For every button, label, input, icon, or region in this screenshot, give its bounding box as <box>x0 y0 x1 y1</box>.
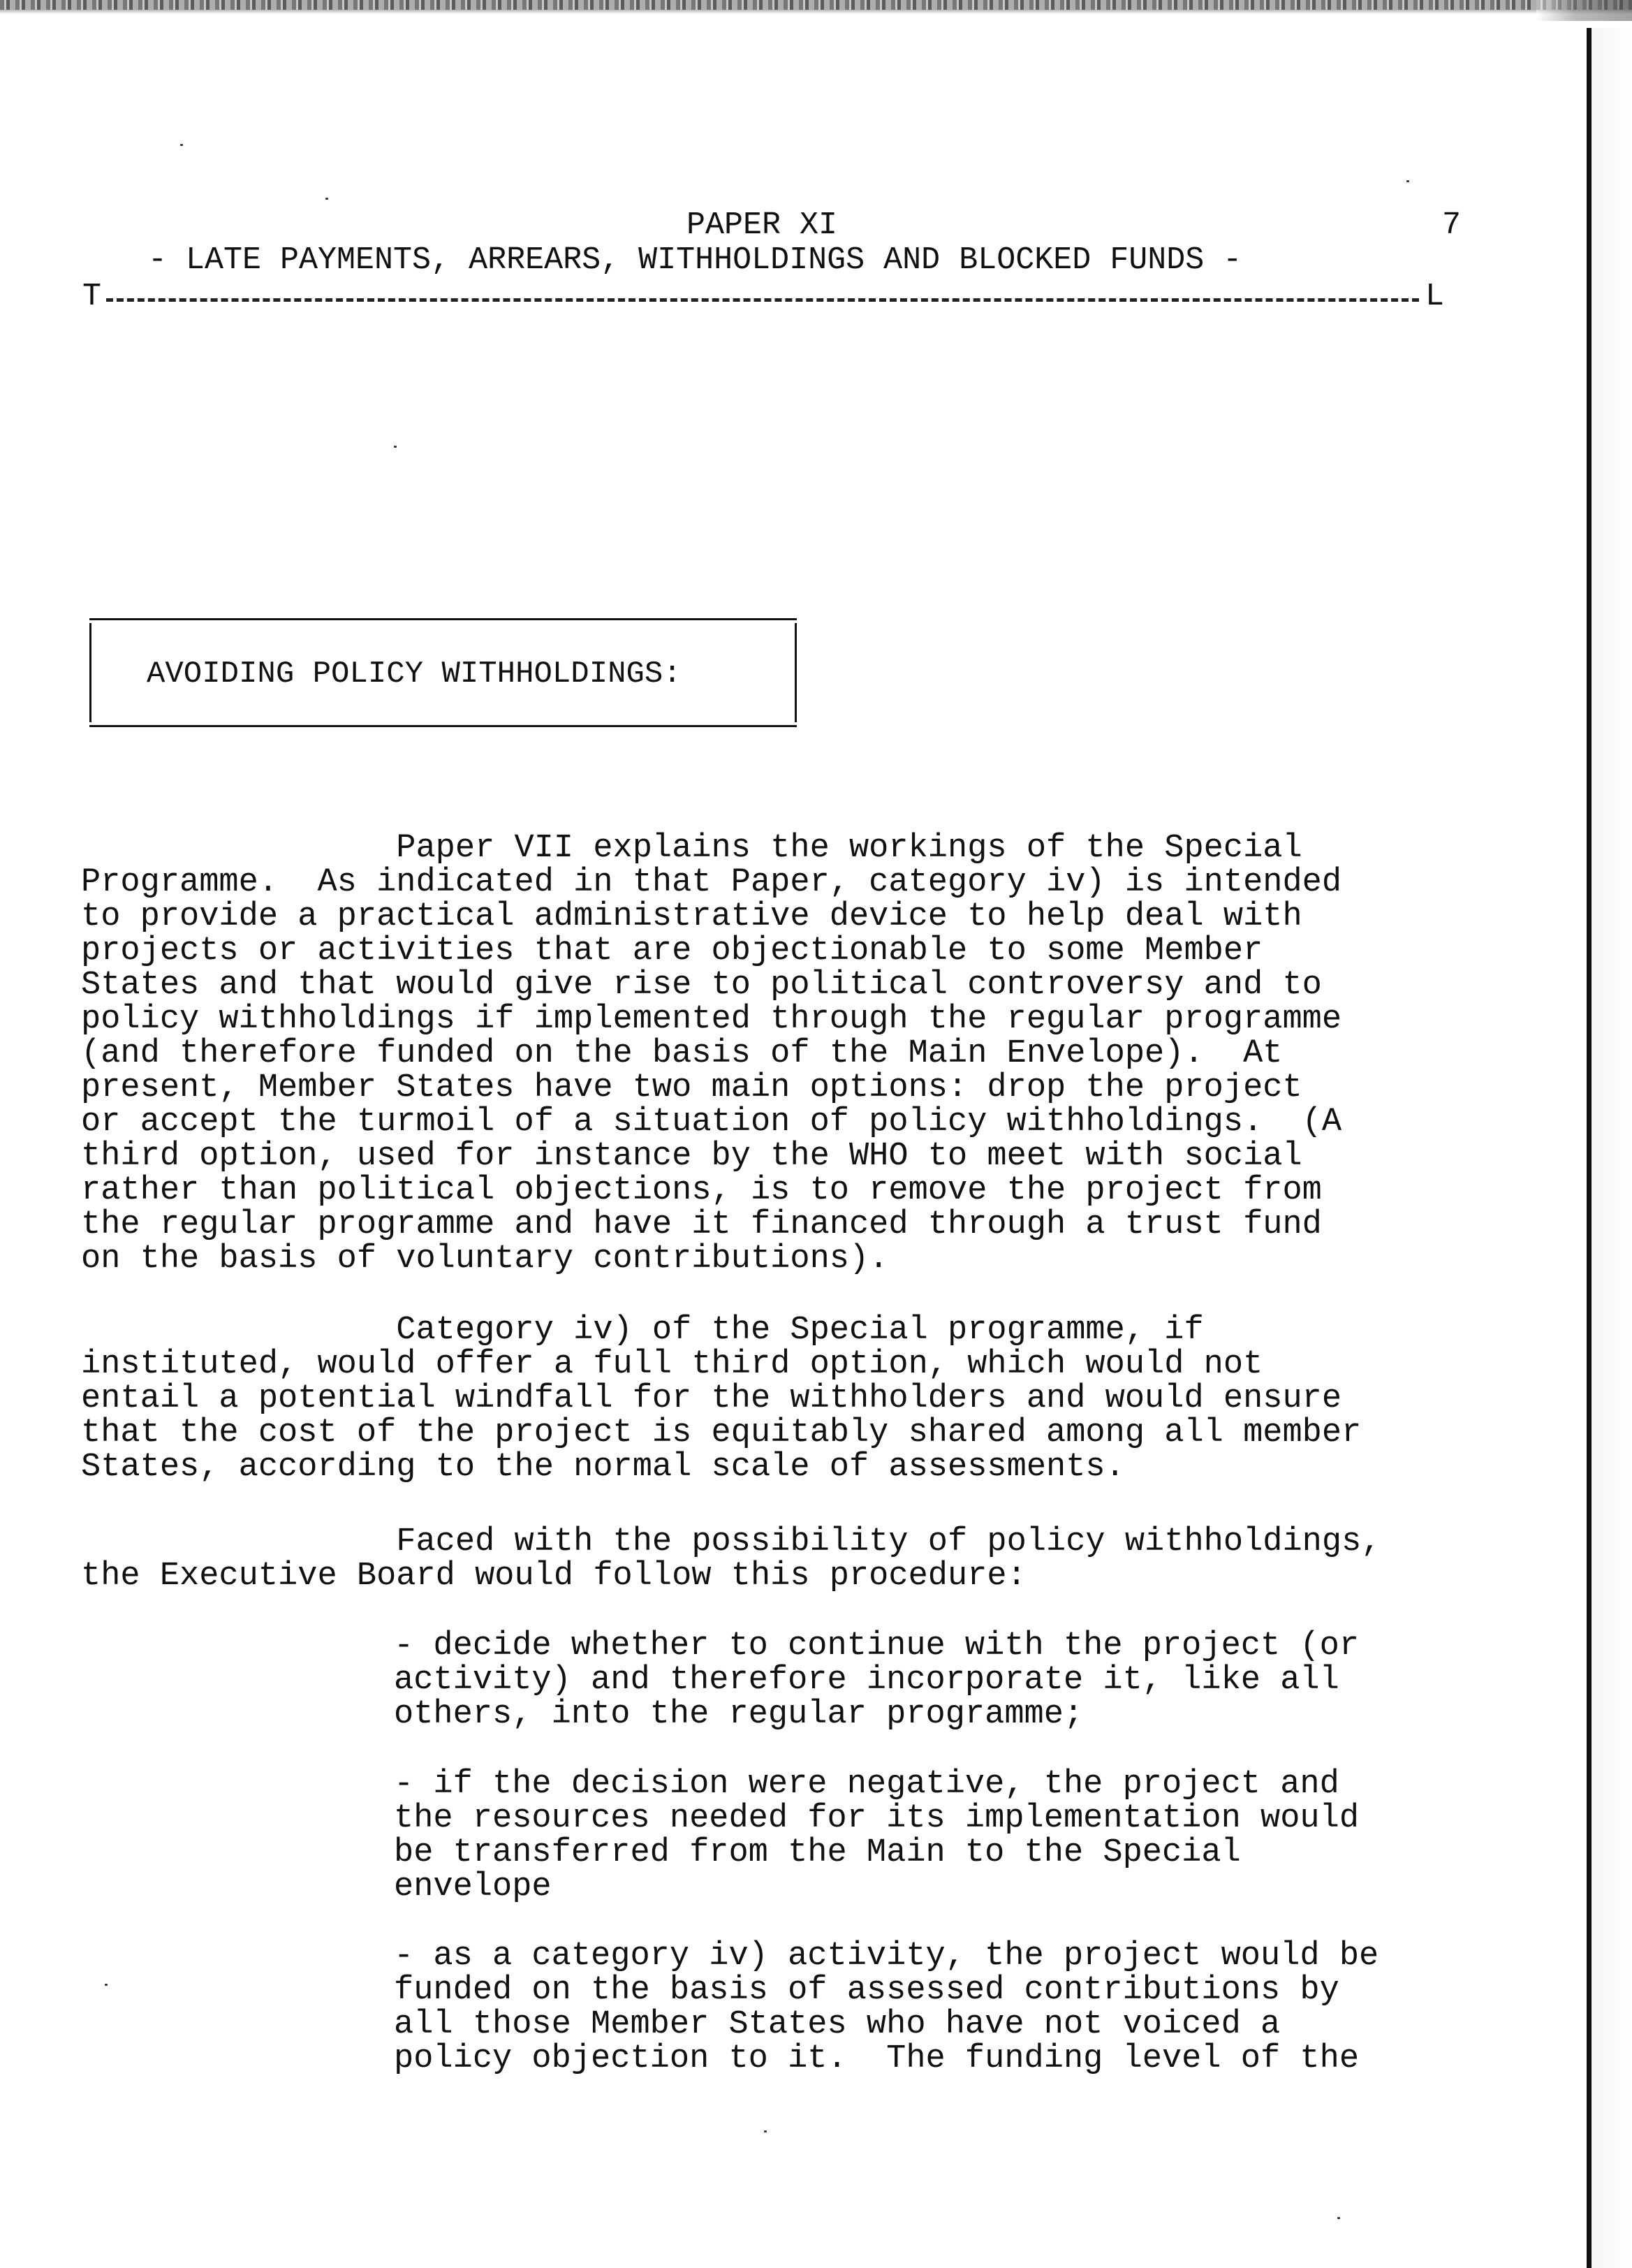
scan-speck <box>1337 2217 1340 2219</box>
scan-speck <box>394 446 397 448</box>
section-heading: AVOIDING POLICY WITHHOLDINGS: <box>147 657 682 692</box>
scan-corner <box>1536 0 1632 21</box>
scan-edge-shadow <box>0 10 1632 14</box>
procedure-item: - if the decision were negative, the project and the resources needed for its implementation would be transferred from the Main to the Special envelope <box>394 1766 1360 1905</box>
binding-shadow <box>1591 28 1632 2268</box>
scan-speck <box>105 1984 108 1986</box>
section-heading-box <box>89 618 797 727</box>
paper-label: PAPER XI <box>686 207 838 243</box>
binding-edge <box>1587 28 1591 2268</box>
page-subtitle: - LATE PAYMENTS, ARREARS, WITHHOLDINGS AND BLOCKED FUNDS - <box>148 242 1242 278</box>
procedure-item: - decide whether to continue with the project (or activity) and therefore incorporate it, like all others, into the regular programme; <box>394 1627 1360 1733</box>
paragraph-procedure-intro: Faced with the possibility of policy withholdings, the Executive Board would follow this procedure: <box>81 1523 1381 1595</box>
scan-speck <box>1406 180 1409 182</box>
rule-left-mark: T <box>82 279 102 314</box>
rule-right-mark: L <box>1425 279 1444 314</box>
scan-speck <box>325 198 328 200</box>
paragraph-category-iv: Category iv) of the Special programme, if instituted, would offer a full third option, which would not entail a potential windfall for the withholders and would ensure that the cost of the project is equitably shared among all member States, according to the normal scale of assessments. <box>81 1312 1362 1486</box>
dashed-rule <box>106 298 1419 302</box>
header-rule <box>82 279 1444 314</box>
scan-edge-top <box>0 0 1632 10</box>
page-number: 7 <box>1442 207 1462 243</box>
procedure-item: - as a category iv) activity, the project would be funded on the basis of assessed contributions by all those Member States who have not voiced a policy objection to it. The funding level of the <box>394 1938 1379 2077</box>
paragraph-special-programme: Paper VII explains the workings of the Special Programme. As indicated in that Paper, category iv) is intended to provide a practical administrative device to help deal with projects or activities that are objectionable to some Member States and that would give rise to political controversy and to policy withholdings if implemented through the regular programme (and therefore funded on the basis of the Main Envelope). At present, Member States have two main options: drop the project or accept the turmoil of a situation of policy withholdings. (A third option, used for instance by the WHO to meet with social rather than political objections, is to remove the project from the regular programme and have it financed through a trust fund on the basis of voluntary contributions). <box>81 830 1342 1278</box>
scan-speck <box>180 144 183 146</box>
scan-speck <box>764 2130 767 2132</box>
